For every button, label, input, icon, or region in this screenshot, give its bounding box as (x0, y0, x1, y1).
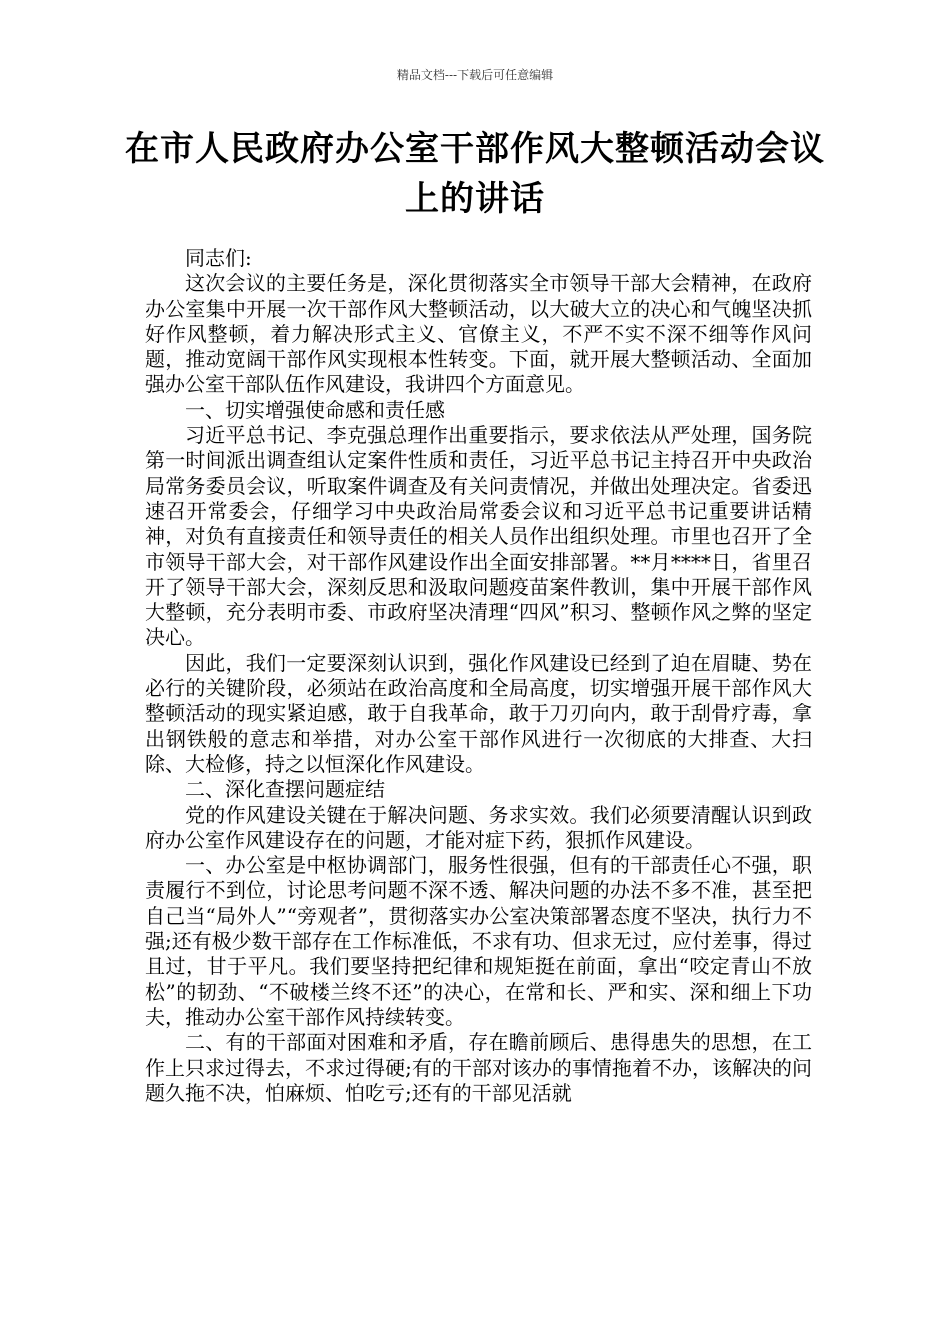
body-paragraph: 习近平总书记、李克强总理作出重要指示，要求依法从严处理，国务院第一时间派出调查组认定案件性质和责任，习近平总书记主持召开中央政治局常务委员会议，听取案件调查及有关问责情况，并做出处理决定。省委迅速召开常委会，仔细学习中央政治局常委会议和习近平总书记重要讲话精神，对负有直接责任和领导责任的相关人员作出组织处理。市里也召开了全市领导干部大会，对干部作风建设作出全面安排部署。**月****日，省里召开了领导干部大会，深刻反思和汲取问题疫苗案件教训，集中开展干部作风大整顿，充分表明市委、市政府坚决清理“四风”积习、整顿作风之弊的坚定决心。 (145, 423, 812, 650)
salutation-paragraph: 同志们: (185, 246, 252, 270)
body-paragraph: 党的作风建设关键在于解决问题、务求实效。我们必须要清醒认识到政府办公室作风建设存在的问题，才能对症下药，狠抓作风建设。 (145, 802, 812, 852)
section-heading-2: 二、深化查摆问题症结 (185, 777, 385, 802)
document-body (145, 246, 812, 1106)
intro-paragraph: 这次会议的主要任务是，深化贯彻落实全市领导干部大会精神，在政府办公室集中开展一次干部作风大整顿活动，以大破大立的决心和气魄坚决抓好作风整顿，着力解决形式主义、官僚主义，不严不实不深不细等作风问题，推动宽阔干部作风实现根本性转变。下面，就开展大整顿活动、全面加强办公室干部队伍作风建设，我讲四个方面意见。 (145, 271, 812, 397)
body-paragraph: 一、办公室是中枢协调部门，服务性很强，但有的干部责任心不强，职责履行不到位，讨论思考问题不深不透、解决问题的办法不多不准，甚至把自己当“局外人”“旁观者”，贯彻落实办公室决策部署态度不坚决，执行力不强;还有极少数干部存在工作标准低，不求有功、但求无过，应付差事，得过且过，甘于平凡。我们要坚持把纪律和规矩挺在前面，拿出“咬定青山不放松”的韧劲、“不破楼兰终不还”的决心，在常和长、严和实、深和细上下功夫，推动办公室干部作风持续转变。 (145, 853, 812, 1029)
body-paragraph: 二、有的干部面对困难和矛盾，存在瞻前顾后、患得患失的思想，在工作上只求过得去，不求过得硬;有的干部对该办的事情拖着不办，该解决的问题久拖不决，怕麻烦、怕吃亏;还有的干部见活就 (145, 1030, 812, 1105)
header-note: 精品文档---下载后可任意编辑 (396, 68, 554, 82)
document-title: 在市人民政府办公室干部作风大整顿活动会议上的讲话 (125, 129, 825, 219)
body-paragraph: 因此，我们一定要深刻认识到，强化作风建设已经到了迫在眉睫、势在必行的关键阶段，必须站在政治高度和全局高度，切实增强开展干部作风大整顿活动的现实紧迫感，敢于自我革命，敢于刀刃向内，敢于刮骨疗毒，拿出钢铁般的意志和举措，对办公室干部作风进行一次彻底的大排查、大扫除、大检修，持之以恒深化作风建设。 (145, 650, 812, 776)
section-heading-1: 一、切实增强使命感和责任感 (185, 397, 445, 422)
